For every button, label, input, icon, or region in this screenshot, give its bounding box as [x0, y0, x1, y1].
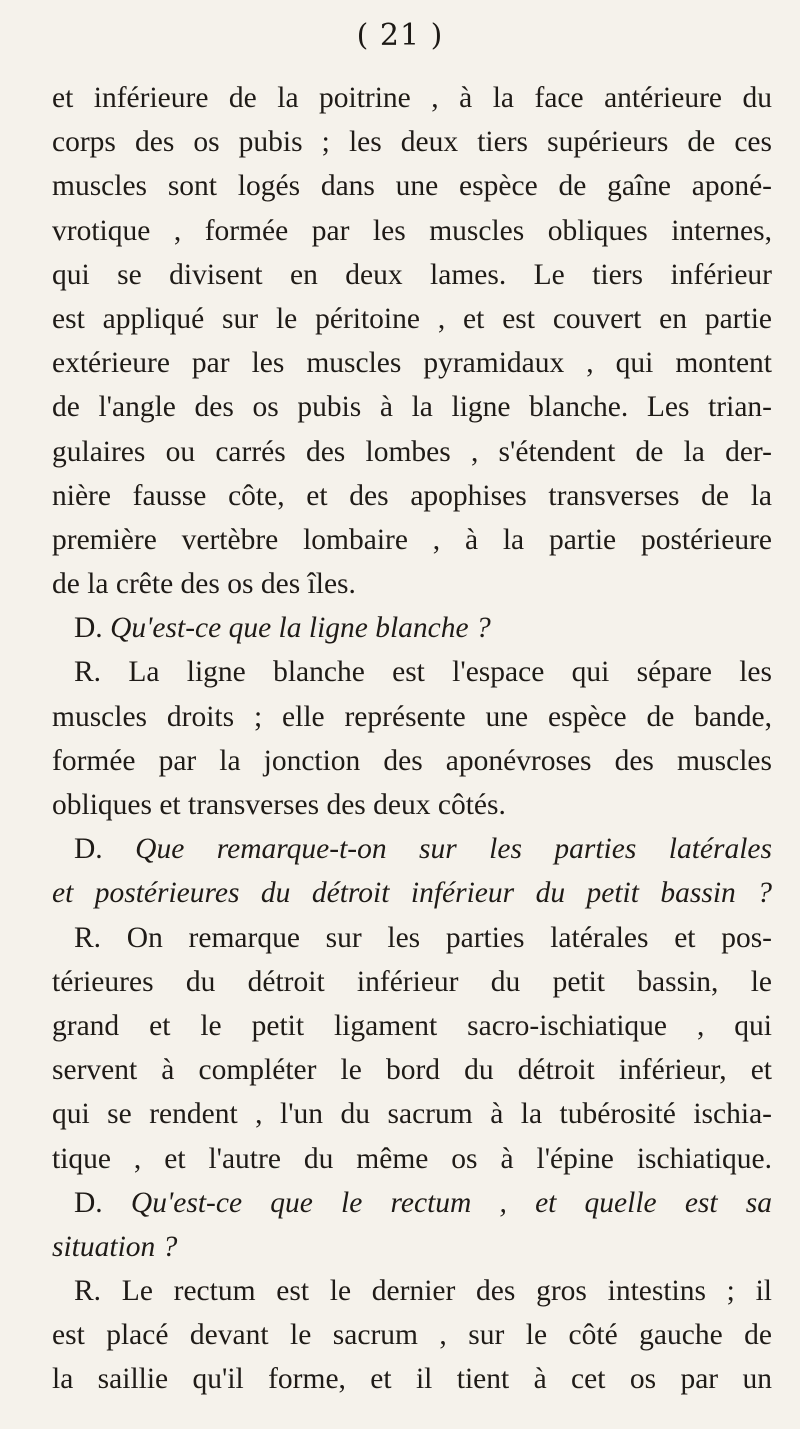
question-line: [52, 606, 772, 650]
text-line: extérieure par les muscles pyramidaux , qui montent: [52, 347, 772, 380]
text-line: de l'angle des os pubis à la ligne blanche. Les trian-: [52, 391, 772, 424]
question-line: situation ?: [52, 1230, 178, 1263]
text-line: première vertèbre lombaire , à la partie postérieure: [52, 523, 772, 556]
text-line: nière fausse côte, et des apophises transverses de la: [52, 479, 772, 512]
body-text: [52, 76, 772, 1402]
answer-line: térieures du détroit inférieur du petit bassin, le: [52, 965, 772, 998]
answer-line: muscles droits ; elle représente une espèce de bande,: [52, 700, 772, 733]
answer-line: obliques et transverses des deux côtés.: [52, 789, 506, 821]
question-text: Qu'est-ce que le rectum , et quelle est sa: [130, 1186, 773, 1219]
text-line: de la crête des os des îles.: [52, 568, 356, 601]
answer-text: La ligne blanche est l'espace qui sépare les: [128, 656, 773, 689]
text-line: corps des os pubis ; les deux tiers supérieurs de ces: [52, 126, 772, 159]
answer-line: servent à compléter le bord du détroit inférieur, et: [52, 1054, 772, 1087]
text-line: qui se divisent en deux lames. Le tiers inférieur: [52, 258, 772, 291]
answer-text: On remarque sur les parties latérales et pos-: [126, 921, 773, 954]
answer-prefix: R.: [74, 921, 102, 954]
question-prefix: D.: [74, 1186, 103, 1219]
answer-line: formée par la jonction des aponévroses des muscles: [52, 744, 772, 777]
answer-line: grand et le petit ligament sacro-ischiatique , qui: [52, 1009, 772, 1042]
question-text: Qu'est-ce que la ligne blanche ?: [110, 612, 491, 645]
text-line: et inférieure de la poitrine , à la face antérieure du: [52, 82, 772, 114]
text-line: gulaires ou carrés des lombes , s'étendent de la der-: [52, 435, 772, 468]
text-line: vrotique , formée par les muscles obliques internes,: [52, 214, 772, 247]
page-number: ( 21 ): [356, 18, 444, 53]
answer-prefix: R.: [74, 656, 102, 689]
question-line: [52, 827, 772, 871]
answer-line: qui se rendent , l'un du sacrum à la tubérosité ischia-: [52, 1098, 772, 1131]
question-text: Que remarque-t-on sur les parties latérales: [135, 833, 773, 866]
answer-text: Le rectum est le dernier des gros intestins ; il: [121, 1275, 772, 1308]
text-line: muscles sont logés dans une espèce de gaîne aponé-: [52, 170, 772, 203]
answer-line: [52, 916, 772, 960]
answer-line: tique , et l'autre du même os à l'épine ischiatique.: [52, 1142, 772, 1175]
question-line: et postérieures du détroit inférieur du petit bassin ?: [52, 877, 772, 910]
answer-prefix: R.: [74, 1275, 102, 1308]
question-prefix: D.: [74, 833, 103, 866]
answer-line: est placé devant le sacrum , sur le côté gauche de: [52, 1319, 772, 1352]
answer-line: [52, 1269, 772, 1313]
question-prefix: D.: [74, 612, 103, 645]
question-line: [52, 1181, 772, 1225]
text-line: est appliqué sur le péritoine , et est couvert en partie: [52, 302, 772, 335]
answer-line: la saillie qu'il forme, et il tient à cet os par un: [52, 1363, 772, 1396]
answer-line: [52, 650, 772, 694]
